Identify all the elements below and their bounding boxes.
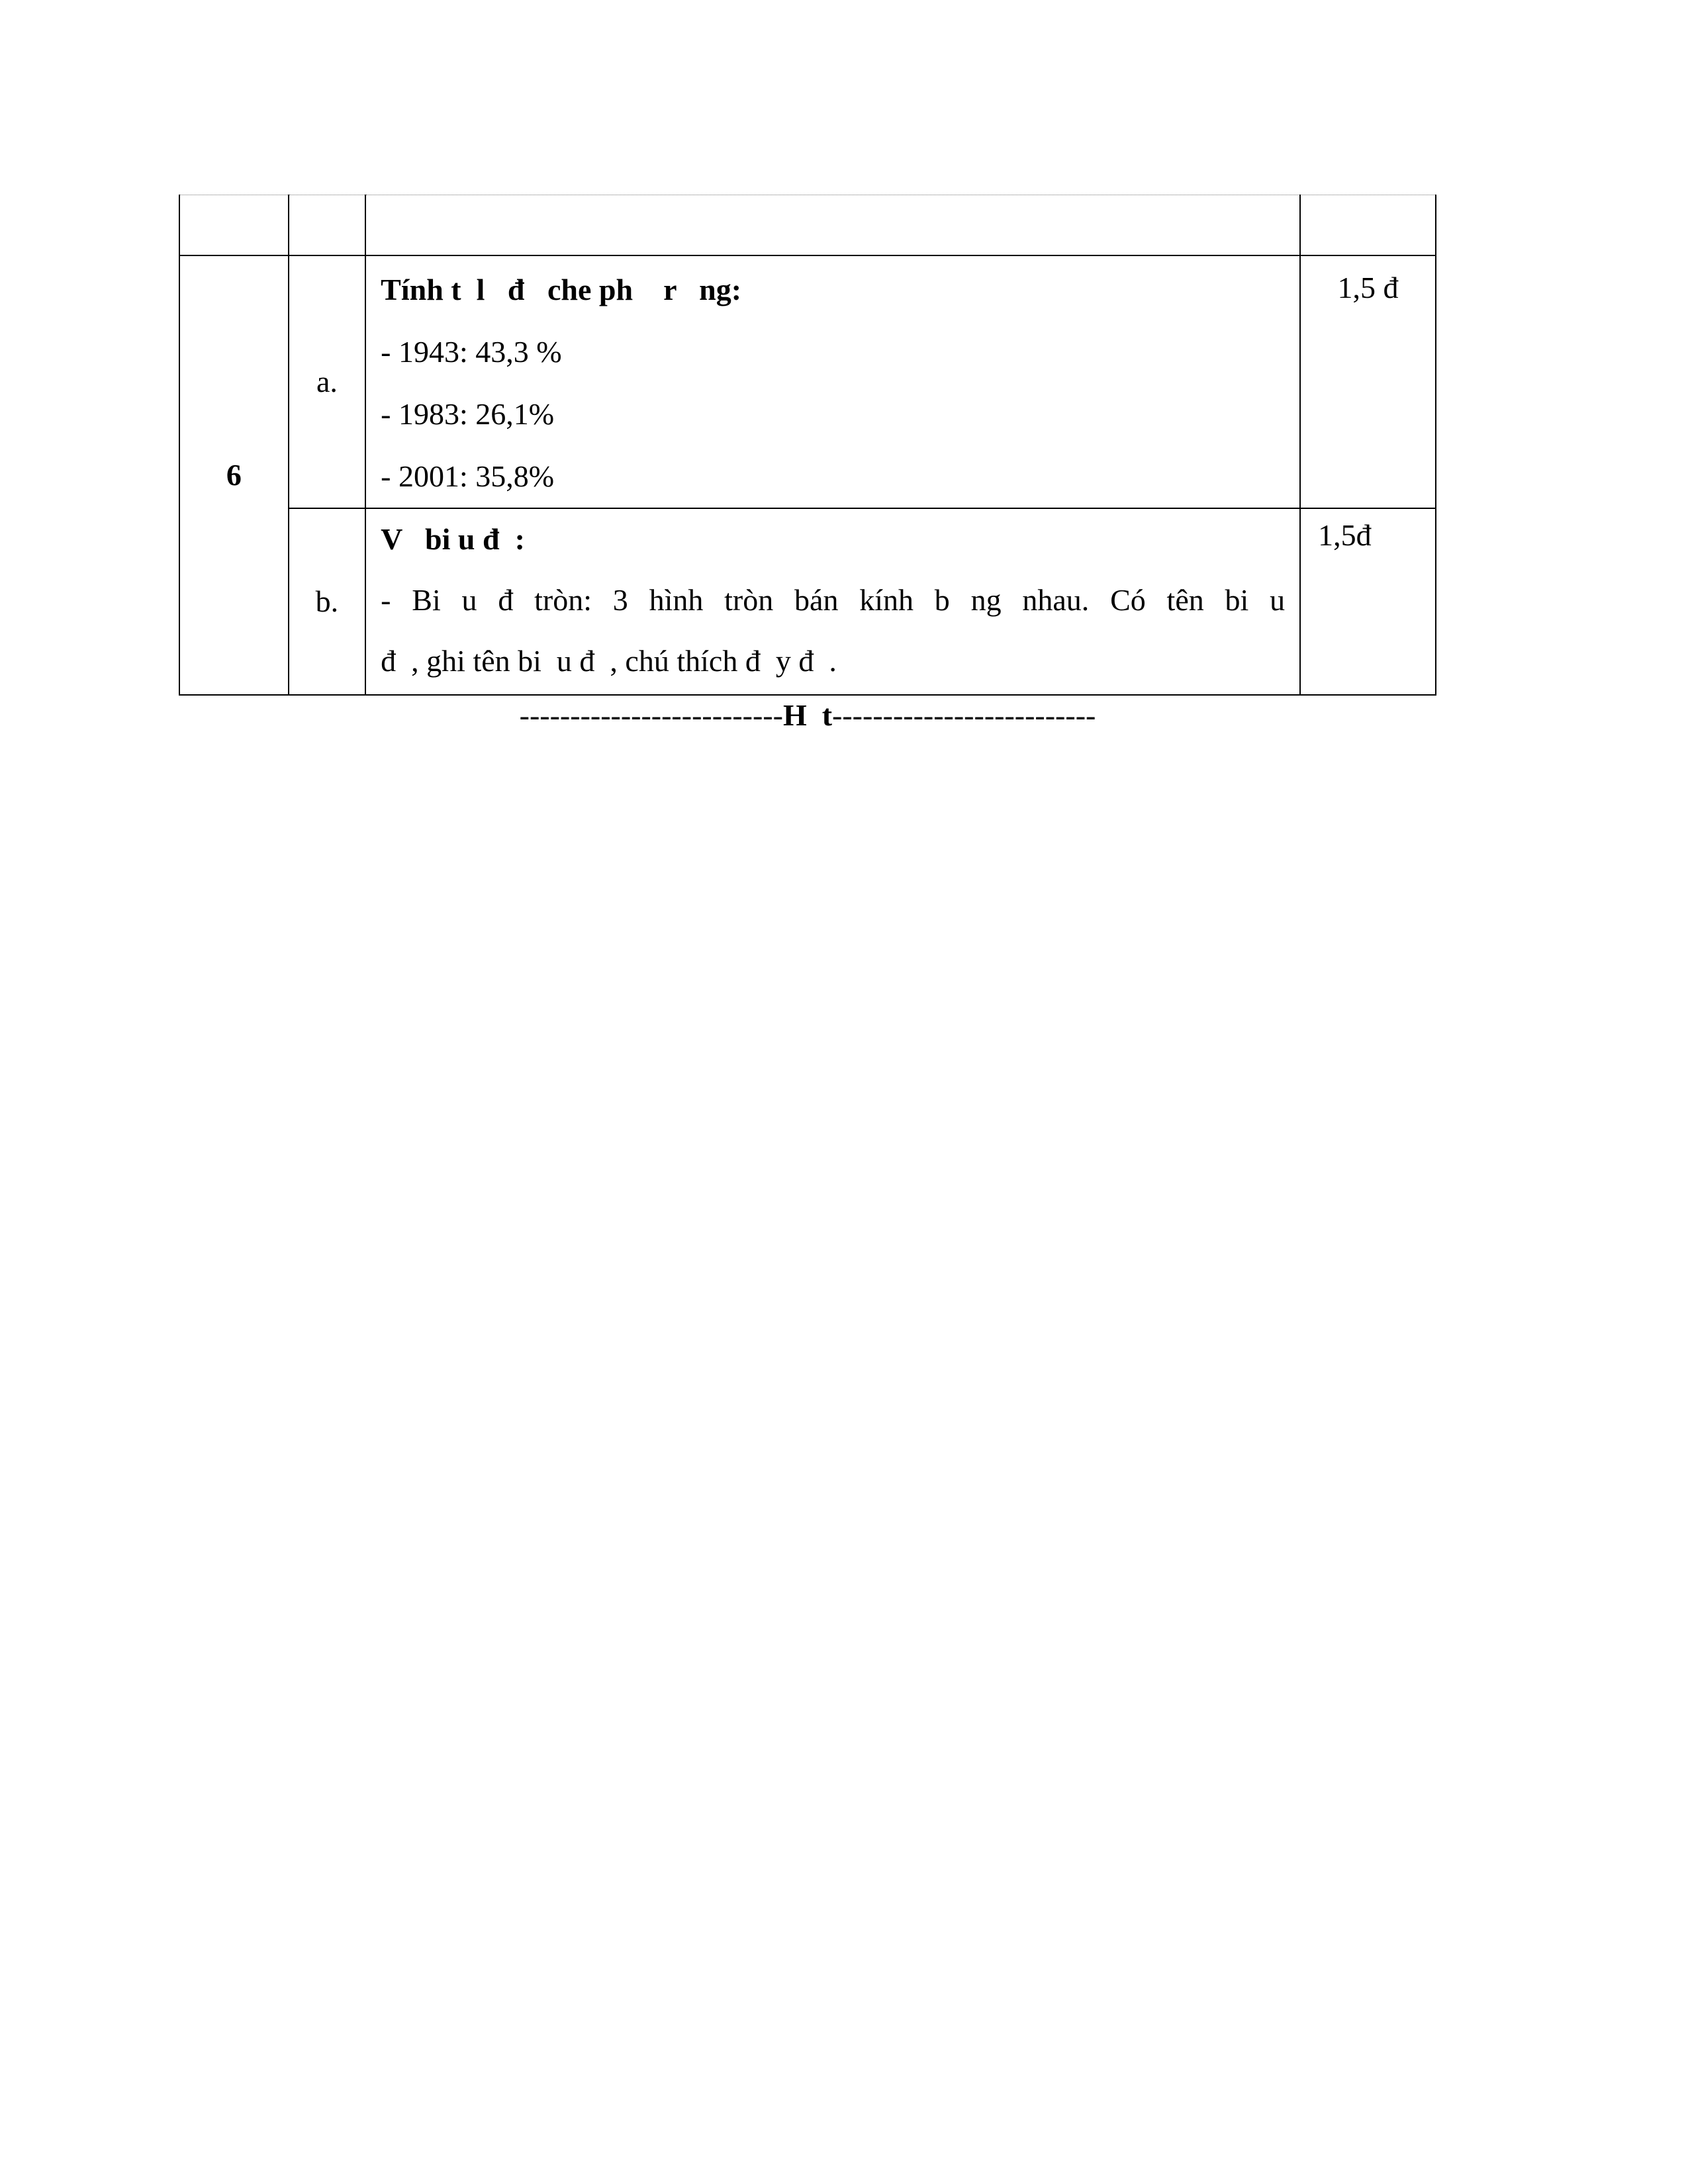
- part-b-line-1: - Bi u đ tròn: 3 hình tròn bán kính b ng nhau. Có tên bi u: [381, 583, 1286, 617]
- blank-cell-part: [289, 195, 365, 256]
- part-b-line-2: đ , ghi tên bi u đ , chú thích đ y đ .: [381, 644, 837, 678]
- part-b-points-cell: [1300, 508, 1436, 695]
- blank-cell-points: [1300, 195, 1436, 256]
- answer-table: [179, 195, 1436, 696]
- blank-header-row: [179, 195, 1436, 256]
- part-a-heading: Tính t l đ che ph r ng:: [381, 273, 742, 306]
- part-b-points: 1,5đ: [1318, 518, 1372, 552]
- part-b-heading: V bi u đ :: [381, 522, 525, 556]
- end-dashes-right: --------------------------: [832, 698, 1096, 732]
- end-dashes-left: --------------------------: [519, 698, 783, 732]
- answer-row-a: [179, 255, 1436, 508]
- answer-row-b: [179, 508, 1436, 695]
- part-a-line-1983: - 1983: 26,1%: [381, 397, 555, 431]
- blank-cell-content: [365, 195, 1300, 256]
- blank-cell-question: [179, 195, 289, 256]
- part-b-label: b.: [289, 508, 365, 695]
- part-a-label: a.: [289, 255, 365, 508]
- part-a-content: [365, 255, 1300, 508]
- answer-sheet: [179, 195, 1436, 732]
- part-a-line-2001: - 2001: 35,8%: [381, 459, 555, 493]
- part-a-points: 1,5 đ: [1337, 271, 1399, 304]
- part-a-line-1943: - 1943: 43,3 %: [381, 335, 562, 369]
- end-of-document-marker: [179, 699, 1436, 732]
- part-b-content: [365, 508, 1300, 695]
- end-text: H t: [782, 698, 833, 732]
- part-a-points-cell: [1300, 255, 1436, 508]
- question-number: 6: [179, 255, 289, 695]
